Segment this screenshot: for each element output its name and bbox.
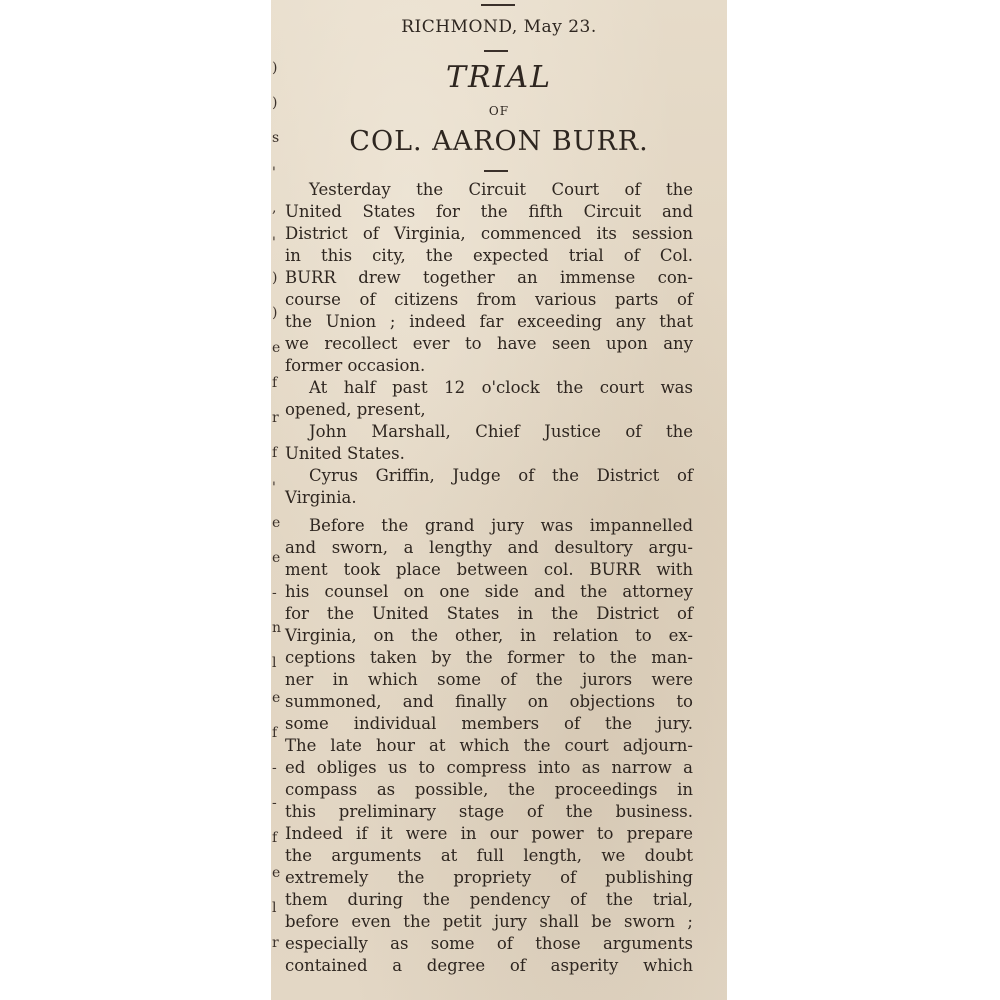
article-line: his counsel on one side and the attorney — [285, 582, 693, 601]
article-line: Before the grand jury was impannelled — [309, 516, 693, 535]
article-line: ed obliges us to compress into as narrow a — [285, 758, 693, 777]
edge-fragment: e — [272, 515, 281, 531]
article-line: United States. — [285, 444, 405, 463]
article-line: in this city, the expected trial of Col. — [285, 246, 693, 265]
article-line: the arguments at full length, we doubt — [285, 846, 693, 865]
divider-rule — [484, 170, 508, 172]
edge-fragment: f — [272, 725, 278, 741]
article-line: and sworn, a lengthy and desultory argu- — [285, 538, 693, 557]
edge-fragment: - — [272, 585, 277, 601]
article-line: them during the pendency of the trial, — [285, 890, 693, 909]
edge-fragment: ) — [272, 95, 278, 111]
article-line: ceptions taken by the former to the man- — [285, 648, 693, 667]
edge-fragment: ) — [272, 270, 278, 286]
edge-fragment: e — [272, 550, 281, 566]
article-line: especially as some of those arguments — [285, 934, 693, 953]
article-line: opened, present, — [285, 400, 426, 419]
edge-fragment: - — [272, 795, 277, 811]
article-line: course of citizens from various parts of — [285, 290, 693, 309]
article-body — [285, 179, 693, 977]
divider-rule — [484, 50, 508, 52]
article-line: former occasion. — [285, 356, 426, 375]
headline-subject: COL. AARON BURR. — [349, 126, 649, 157]
article-line: United States for the fifth Circuit and — [285, 202, 693, 221]
article-line: BURR drew together an immense con- — [285, 268, 693, 287]
article-line: Indeed if it were in our power to prepare — [285, 824, 693, 843]
edge-fragment: e — [272, 865, 281, 881]
article-line: At half past 12 o'clock the court was — [309, 378, 693, 397]
edge-fragment: - — [272, 760, 277, 776]
edge-fragment: e — [272, 690, 281, 706]
article-line: some individual members of the jury. — [285, 714, 693, 733]
article-line: before even the petit jury shall be sworn ; — [285, 912, 693, 931]
article-line: extremely the propriety of publishing — [285, 868, 693, 887]
edge-fragment: ' — [272, 165, 276, 181]
article-line: ment took place between col. BURR with — [285, 560, 693, 579]
article-line: Virginia. — [285, 488, 357, 507]
article-line: we recollect ever to have seen upon any — [285, 334, 693, 353]
article-line: contained a degree of asperity which — [285, 956, 693, 975]
headline-of: OF — [488, 104, 510, 118]
headline-trial: TRIAL — [445, 60, 553, 95]
edge-fragment: n — [272, 620, 282, 636]
article-line: this preliminary stage of the business. — [285, 802, 693, 821]
edge-fragment: l — [272, 900, 277, 916]
article-line: Virginia, on the other, in relation to ex- — [285, 626, 693, 645]
dateline: RICHMOND, May 23. — [401, 17, 597, 37]
edge-fragment: f — [272, 445, 278, 461]
article-line: the Union ; indeed far exceeding any that — [285, 312, 693, 331]
edge-fragment: r — [272, 410, 279, 426]
edge-fragment: ' — [272, 480, 276, 496]
article-line: District of Virginia, commenced its session — [285, 224, 693, 243]
article-line: Yesterday the Circuit Court of the — [309, 180, 693, 199]
edge-fragment: , — [272, 200, 277, 216]
newspaper-clipping — [271, 0, 727, 1000]
edge-fragment: ' — [272, 235, 276, 251]
left-edge-fragments — [271, 0, 285, 1000]
article-line: ner in which some of the jurors were — [285, 670, 693, 689]
edge-fragment: e — [272, 340, 281, 356]
article-line: for the United States in the District of — [285, 604, 693, 623]
top-rule — [481, 4, 515, 6]
article-line: Cyrus Griffin, Judge of the District of — [309, 466, 693, 485]
article-line: John Marshall, Chief Justice of the — [309, 422, 693, 441]
edge-fragment: r — [272, 935, 279, 951]
edge-fragment: ) — [272, 60, 278, 76]
article-line: compass as possible, the proceedings in — [285, 780, 693, 799]
edge-fragment: f — [272, 375, 278, 391]
article-line: summoned, and finally on objections to — [285, 692, 693, 711]
article-line: The late hour at which the court adjourn- — [285, 736, 693, 755]
edge-fragment: ) — [272, 305, 278, 321]
edge-fragment: l — [272, 655, 277, 671]
edge-fragment: f — [272, 830, 278, 846]
edge-fragment: s — [272, 130, 280, 146]
